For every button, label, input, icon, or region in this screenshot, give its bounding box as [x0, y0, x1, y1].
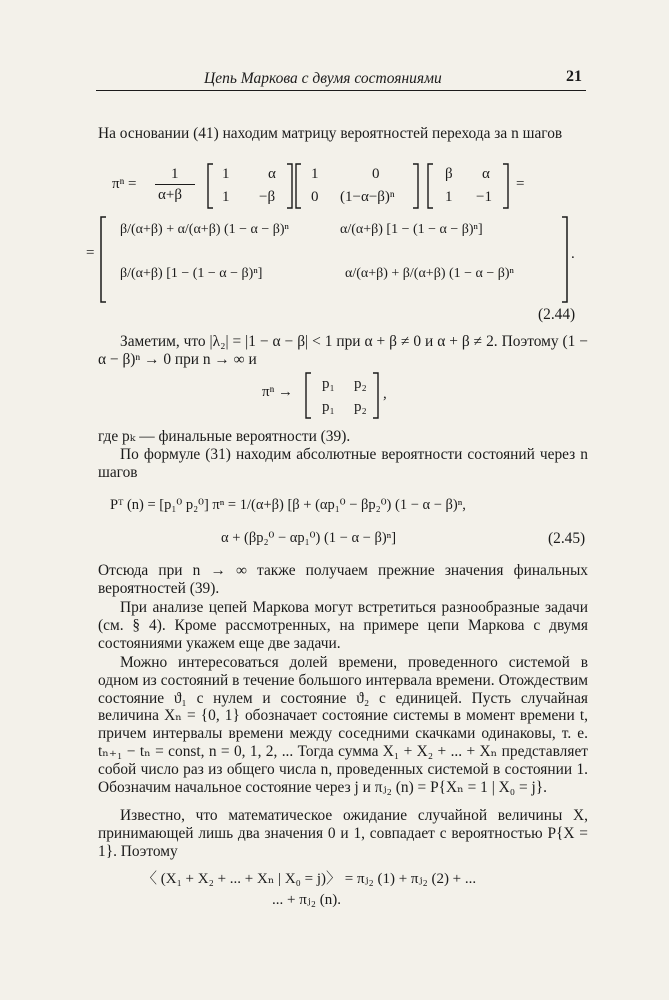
- eq244-lhs: πⁿ =: [112, 176, 137, 192]
- eq244-result-equals: =: [86, 245, 95, 261]
- m2-21: 0: [311, 189, 319, 205]
- final-equation-line2: ... + πⱼ₂ (n).: [272, 892, 341, 908]
- m1-11: 1: [222, 166, 230, 182]
- res-22: α/(α+β) + β/(α+β) (1 − α − β)ⁿ: [345, 266, 514, 281]
- res-11: β/(α+β) + α/(α+β) (1 − α − β)ⁿ: [120, 222, 289, 237]
- res-12: α/(α+β) [1 − (1 − α − β)ⁿ]: [340, 222, 483, 237]
- page-number: 21: [566, 68, 582, 85]
- eq244-period: .: [571, 246, 575, 262]
- limit-21: p₁: [322, 399, 335, 415]
- equation-number-2-44: (2.44): [538, 306, 576, 323]
- equation-number-2-45: (2.45): [548, 530, 586, 547]
- eq244-frac-bar: [155, 184, 195, 185]
- paragraph-absolute-probabilities: По формуле (31) находим абсолютные вероятности состояний через n шагов: [98, 446, 588, 481]
- paragraph-markov-problems: При анализе цепей Маркова могут встретиться разнообразные задачи (см. § 4). Кроме рассмотренных, на примере цепи Маркова с двумя состояниями укажем еще две задачи.: [98, 599, 588, 652]
- eq245-line1: Pᵀ (n) = [p₁⁰ p₂⁰] πⁿ = 1/(α+β) [β + (αp₁⁰ − βp₂⁰) (1 − α − β)ⁿ,: [110, 497, 466, 513]
- res-21: β/(α+β) [1 − (1 − α − β)ⁿ]: [120, 266, 263, 281]
- eq245-line2: α + (βp₂⁰ − αp₁⁰) (1 − α − β)ⁿ]: [221, 530, 397, 546]
- limit-11: p₁: [322, 376, 335, 392]
- m1-12: α: [268, 166, 276, 182]
- limit-comma: ,: [383, 386, 387, 402]
- paragraph-eigenvalue-remark: Заметим, что |λ₂| = |1 − α − β| < 1 при α + β ≠ 0 и α + β ≠ 2. Поэтому (1 − α − β)ⁿ → 0 при n → ∞ и: [98, 333, 588, 368]
- final-equation-line1: 〈 (X₁ + X₂ + ... + Xₙ | X₀ = j)〉 = πⱼ₂ (1) + πⱼ₂ (2) + ...: [142, 871, 477, 887]
- paragraph-transition-matrix-intro: На основании (41) находим матрицу вероятностей перехода за n шагов: [98, 125, 563, 142]
- limit-brackets: [303, 370, 383, 422]
- m3-12: α: [482, 166, 490, 182]
- limit-lhs: πⁿ →: [262, 384, 294, 400]
- paragraph-final-probabilities: где pₖ — финальные вероятности (39).: [98, 428, 351, 445]
- eq244-trailing-equals: =: [516, 176, 525, 192]
- m1-22: −β: [259, 189, 276, 205]
- m2-12: 0: [372, 166, 380, 182]
- m3-22: −1: [476, 189, 492, 205]
- running-title: Цепь Маркова с двумя состояниями: [204, 70, 442, 87]
- m3-11: β: [445, 166, 453, 182]
- header-rule: [96, 90, 586, 91]
- m2-11: 1: [311, 166, 319, 182]
- paragraph-expectation: Известно, что математическое ожидание случайной величины X, принимающей лишь два значения 0 и 1, совпадает с вероятностью P{X = 1}. Поэтому: [98, 807, 588, 860]
- eq244-frac-num: 1: [171, 166, 179, 182]
- m3-21: 1: [445, 189, 453, 205]
- limit-12: p₂: [354, 376, 367, 392]
- m2-22: (1−α−β)ⁿ: [340, 189, 395, 205]
- paragraph-limit-result: Отсюда при n → ∞ также получаем прежние значения финальных вероятностей (39).: [98, 562, 588, 597]
- limit-22: p₂: [354, 399, 367, 415]
- running-head: [96, 68, 586, 90]
- m1-21: 1: [222, 189, 230, 205]
- paragraph-time-fraction: Можно интересоваться долей времени, проведенного системой в одном из состояний в течение большого интервала времени. Отождествим состояние ϑ₁ с нулем и состояние ϑ₂ с единицей. Пусть случайная величина Xₙ = {0, 1} обозначает состояние системы в момент времени t, причем интервалы времени между соседними скачками одинаковы, т. е. tₙ₊₁ − tₙ = const, n = 0, 1, 2, ... Тогда сумма X₁ + X₂ + ... + Xₙ представляет собой число раз из общего числа n, проведенных системой в состоянии 1. Обозначим начальное состояние через j и πⱼ₂ (n) = P{Xₙ = 1 | X₀ = j}.: [98, 654, 588, 796]
- eq244-frac-den: α+β: [158, 187, 182, 203]
